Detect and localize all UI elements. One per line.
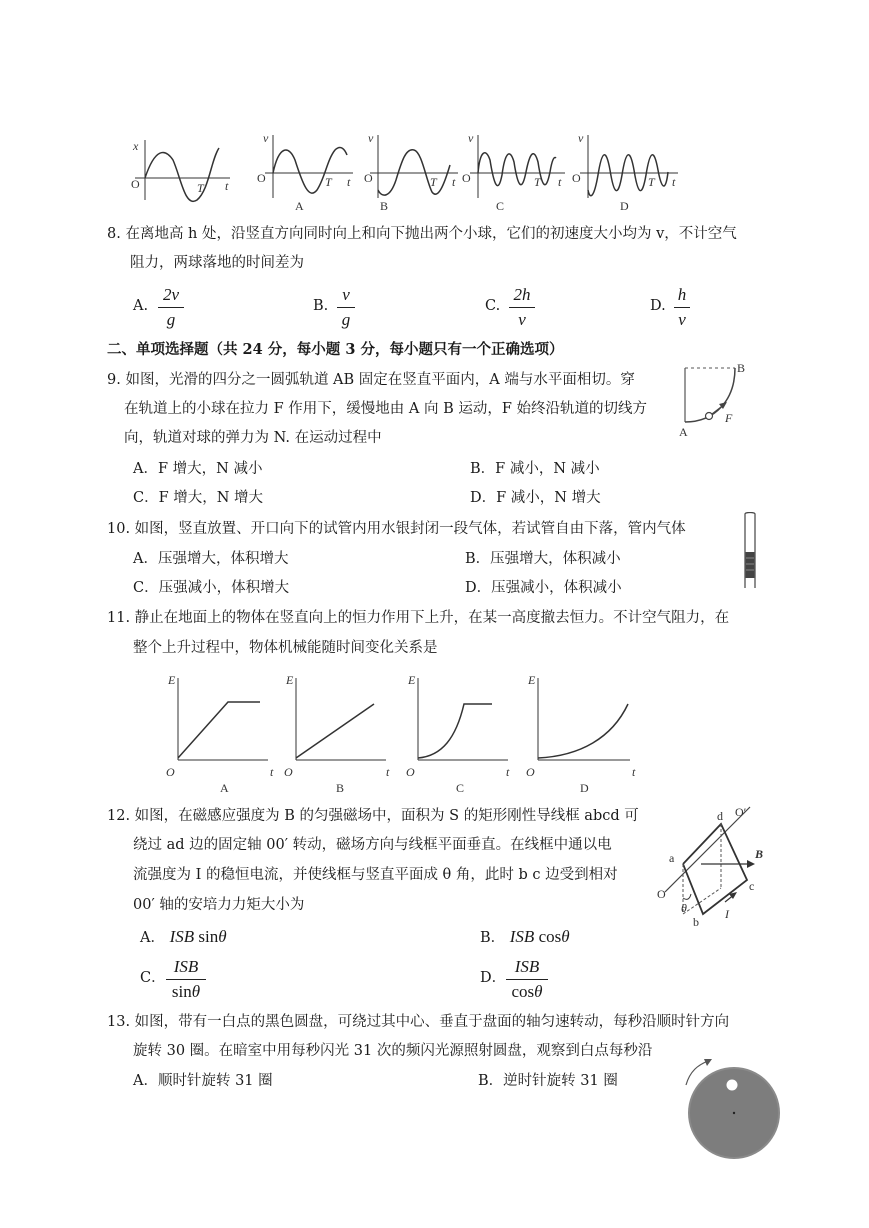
origin-label: O [257,171,266,185]
q10-test-tube-figure [740,512,760,590]
expr-fn: sin [194,927,219,946]
disc-center [733,1112,735,1114]
period-label: T [648,175,655,189]
numerator: ISB [514,957,540,976]
origin-label: O [131,177,140,191]
q8-option-b-fraction [337,284,355,331]
graph-option-c [462,131,565,212]
q9-option-b: B．F 减小，N 减小 [470,461,600,477]
axis-o-label: O [657,887,666,901]
q12-option-d-fraction [506,956,548,1003]
denominator-var: θ [191,982,201,1001]
origin-label: O [526,765,535,779]
q12-option-a [140,927,227,948]
period-label: T [430,175,437,189]
axis-label-e: E [286,673,294,687]
top-graphs-figure [125,130,685,212]
q9-option-c: C．F 增大，N 增大 [133,490,264,506]
q12-text-line1: 12. 如图，在磁感应强度为 B 的匀强磁场中，面积为 S 的矩形刚性导线框 abcd 可 [107,808,639,824]
origin-label: O [572,171,581,185]
q9-text-line3: 向，轨道对球的弹力为 N. 在运动过程中 [124,430,382,446]
graph-option-a [257,131,353,212]
option-label: A [295,199,304,212]
q13-option-a: A．顺时针旋转 31 圈 [133,1073,273,1089]
option-label: D [580,781,589,795]
q9-option-a: A．F 增大，N 减小 [133,461,263,477]
numerator: ISB [173,957,199,976]
option-label: C [496,199,505,212]
q12-option-c-label: C． [140,970,166,986]
q8-option-a-fraction [158,284,184,331]
axis-label-t: t [506,765,510,779]
q8-option-c-label: C. [485,298,501,314]
q12-text-line4: 00′ 轴的安培力力矩大小为 [133,897,305,913]
energy-graph-d [526,673,636,795]
numerator: 2v [162,285,180,304]
axis-label-t: t [347,175,351,189]
q9-option-d: D．F 减小，N 增大 [470,490,601,506]
white-dot [727,1080,738,1091]
axis-label-e: E [528,673,536,687]
q8-option-d-label: D. [650,298,666,314]
current-i-label: I [725,907,729,921]
energy-graph-a [166,673,274,795]
q11-text-line1: 11. 静止在地面上的物体在竖直向上的恒力作用下上升，在某一高度撤去恒力。不计空气阻力，在 [107,610,730,626]
q8-text-line1: 8. 在离地高 h 处，沿竖直方向同时向上和向下抛出两个小球，它们的初速度大小均为 v，不计空气 [107,226,737,242]
theta-label: θ [681,901,687,915]
option-label: C [456,781,465,795]
axis-label-v: v [578,131,584,145]
q10-text-line1: 10. 如图，竖直放置、开口向下的试管内用水银封闭一段气体，若试管自由下落，管内气体 [107,521,686,537]
axis-o-prime-label: O′ [735,805,747,819]
option-label: D [620,199,629,212]
wire-frame [683,824,747,914]
numerator: 2h [513,285,531,304]
field-b-label: B [755,847,764,861]
period-label: T [325,175,332,189]
axis-label-t: t [270,765,274,779]
origin-label: O [364,171,373,185]
origin-label: O [462,171,471,185]
expr-fn: cos [534,927,562,946]
q8-option-b-label: B. [313,298,329,314]
expr-var: θ [218,927,227,946]
energy-graph-b [284,673,390,795]
corner-b-label: b [693,915,699,929]
origin-label: O [284,765,293,779]
q11-energy-graphs [160,668,640,798]
q11-text-line2: 整个上升过程中，物体机械能随时间变化关系是 [133,640,438,656]
q13-disc-figure [680,1055,790,1167]
q10-option-d: D．压强减小，体积减小 [465,580,622,596]
q12-coil-figure [655,802,770,932]
force-f-label: F [725,411,733,425]
q12-option-b [480,927,570,948]
q12-option-c-fraction [166,956,206,1003]
axis-label-v: v [263,131,269,145]
denominator: g [166,310,176,329]
graph-option-d [572,131,678,212]
axis-label-e: E [168,673,176,687]
denominator-var: θ [534,982,543,1001]
numerator: v [342,285,350,304]
mercury-column [746,552,755,578]
q13-text-line2: 旋转 30 圈。在暗室中用每秒闪光 31 次的频闪光源照射圆盘，观察到白点每秒沿 [133,1043,653,1059]
energy-graph-c [406,673,510,795]
graph-option-b [364,131,458,212]
axis-label-x: x [133,139,139,153]
q10-option-a: A．压强增大，体积增大 [133,551,289,567]
q12-text-line2: 绕过 ad 边的固定轴 00′ 转动，磁场方向与线框平面垂直。在线框中通以电 [133,837,612,853]
axis-label-t: t [632,765,636,779]
axis-label-t: t [386,765,390,779]
q12-text-line3: 流强度为 I 的稳恒电流，并使线框与竖直平面成 θ 角，此时 b c 边受到相对 [133,867,618,883]
expr-var: θ [561,927,570,946]
axis-label-v: v [368,131,374,145]
q8-option-c-fraction [509,284,535,331]
denominator: v [678,310,686,329]
q9-arc-track-figure [675,360,760,442]
corner-a-label: a [669,851,675,865]
corner-c-label: c [749,879,755,893]
corner-d-label: d [717,809,723,823]
option-label: B． [480,930,506,946]
numerator: h [677,285,687,304]
option-label: B [380,199,389,212]
denominator: v [518,310,526,329]
axis-label-t: t [452,175,456,189]
q10-option-c: C．压强减小，体积增大 [133,580,290,596]
q9-text-line2: 在轨道上的小球在拉力 F 作用下，缓慢地由 A 向 B 运动，F 始终沿轨道的切线方 [124,401,648,417]
axis-label-t: t [672,175,676,189]
option-label: A [220,781,229,795]
point-a-label: A [679,425,688,439]
period-label: T [197,181,204,195]
q8-text-line2: 阻力，两球落地的时间差为 [130,255,304,271]
period-label: T [534,175,541,189]
reference-graph [131,139,230,201]
q12-option-d-label: D． [480,970,507,986]
denominator-fn: cos [511,982,535,1001]
point-b-label: B [737,361,746,375]
expr-italic: ISB [509,927,535,946]
q8-option-a-label: A. [133,298,149,314]
option-label: A． [140,930,165,946]
rotation-axis [665,807,750,892]
option-label: B [336,781,345,795]
section-heading: 二、单项选择题（共 24 分，每小题 3 分，每小题只有一个正确选项） [107,341,564,358]
q9-text-line1: 9. 如图，光滑的四分之一圆弧轨道 AB 固定在竖直平面内，A 端与水平面相切。穿 [107,372,635,388]
q8-option-d-fraction [674,284,690,331]
axis-label-e: E [408,673,416,687]
axis-label-t: t [225,179,229,193]
origin-label: O [406,765,415,779]
q13-option-b: B．逆时针旋转 31 圈 [478,1073,618,1089]
origin-label: O [166,765,175,779]
axis-label-v: v [468,131,474,145]
q13-text-line1: 13. 如图，带有一白点的黑色圆盘，可绕过其中心、垂直于盘面的轴匀速转动，每秒沿顺时针方向 [107,1014,730,1030]
q10-option-b: B．压强增大，体积减小 [465,551,621,567]
expr-italic: ISB [169,927,195,946]
denominator-fn: sin [171,982,192,1001]
axis-label-t: t [558,175,562,189]
denominator: g [341,310,351,329]
